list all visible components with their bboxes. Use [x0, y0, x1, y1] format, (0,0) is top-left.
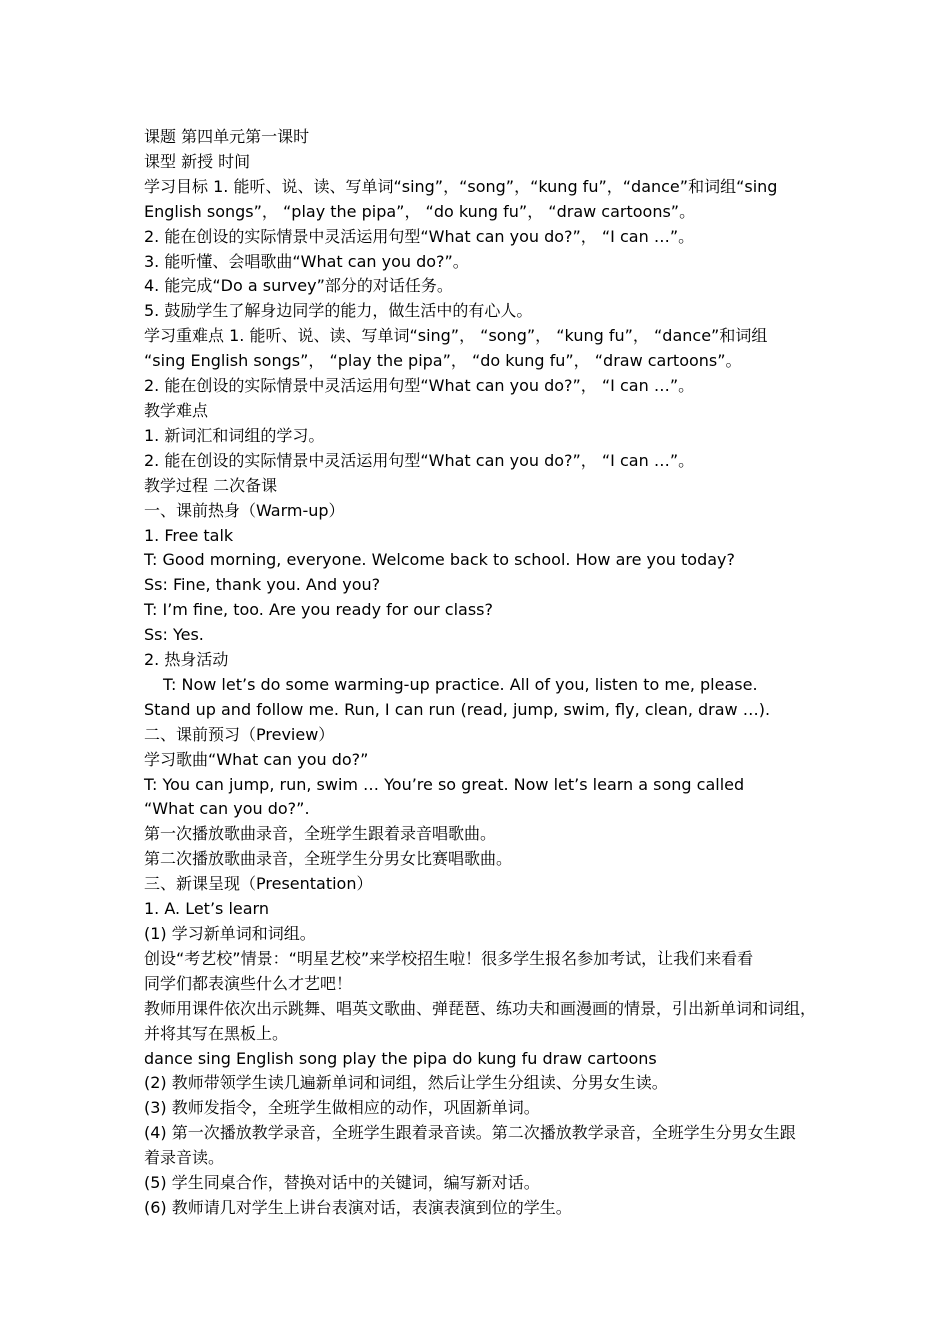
- song-intro-1: T: You can jump, run, swim … You’re so great. Now let’s learn a song called: [144, 774, 745, 794]
- scenario-line-1: 创设“考艺校”情景：“明星艺校”来学校招生啦！很多学生报名参加考试，让我们来看看: [144, 948, 754, 968]
- free-talk-heading: 1. Free talk: [144, 525, 234, 545]
- step-1: (1) 学习新单词和词组。: [144, 924, 316, 943]
- process-heading: 教学过程 二次备课: [144, 475, 278, 495]
- step-6: (6) 教师请几对学生上讲台表演对话，表演表演到位的学生。: [144, 1197, 572, 1217]
- vocabulary-list: dance sing English song play the pipa do kung fu draw cartoons: [144, 1048, 657, 1068]
- key-point-2: 2. 能在创设的实际情景中灵活运用句型“What can you do?”， “I can …”。: [144, 376, 695, 396]
- objective-2: 2. 能在创设的实际情景中灵活运用句型“What can you do?”， “I can …”。: [144, 226, 695, 246]
- step-2: (2) 教师带领学生读几遍新单词和词组，然后让学生分组读、分男女生读。: [144, 1073, 668, 1093]
- step-3: (3) 教师发指令，全班学生做相应的动作，巩固新单词。: [144, 1098, 540, 1118]
- step-4-line-2: 着录音读。: [144, 1148, 225, 1168]
- difficulties-heading: 教学难点: [144, 400, 209, 420]
- key-points-line-2: “sing English songs”， “play the pipa”， “do kung fu”， “draw cartoons”。: [144, 351, 742, 371]
- lesson-type: 课型 新授 时间: [144, 151, 251, 171]
- section-preview: 二、课前预习（Preview）: [144, 724, 335, 744]
- warm-up-activity-heading: 2. 热身活动: [144, 650, 229, 670]
- step-5: (5) 学生同桌合作，替换对话中的关键词，编写新对话。: [144, 1173, 540, 1193]
- objective-4: 4. 能完成“Do a survey”部分的对话任务。: [144, 276, 453, 296]
- section-presentation: 三、新课呈现（Presentation）: [144, 874, 373, 894]
- song-step-2: 第二次播放歌曲录音，全班学生分男女比赛唱歌曲。: [144, 849, 513, 869]
- courseware-line-2: 并将其写在黑板上。: [144, 1023, 289, 1043]
- objective-5: 5. 鼓励学生了解身边同学的能力，做生活中的有心人。: [144, 301, 533, 321]
- lets-learn-heading: 1. A. Let’s learn: [144, 899, 269, 919]
- objectives-line-1: 学习目标 1. 能听、说、读、写单词“sing”，“song”，“kung fu”，“dance”和词组“sing: [144, 176, 778, 196]
- warm-up-instruction-1: T: Now let’s do some warming-up practice. All of you, listen to me, please.: [163, 674, 758, 694]
- song-step-1: 第一次播放歌曲录音，全班学生跟着录音唱歌曲。: [144, 824, 497, 844]
- dialogue-line: T: Good morning, everyone. Welcome back to school. How are you today?: [144, 550, 736, 570]
- courseware-line-1: 教师用课件依次出示跳舞、唱英文歌曲、弹琵琶、练功夫和画漫画的情景，引出新单词和词组，: [144, 998, 817, 1018]
- document-page: [144, 125, 816, 1221]
- objective-3: 3. 能听懂、会唱歌曲“What can you do?”。: [144, 251, 469, 271]
- song-intro-2: “What can you do?”.: [144, 799, 310, 819]
- dialogue-line: Ss: Yes.: [144, 625, 204, 645]
- scenario-line-2: 同学们都表演些什么才艺吧！: [144, 973, 353, 993]
- song-heading: 学习歌曲“What can you do?”: [144, 749, 369, 769]
- difficulty-2: 2. 能在创设的实际情景中灵活运用句型“What can you do?”， “I can …”。: [144, 450, 695, 470]
- lesson-title: 课题 第四单元第一课时: [144, 127, 310, 146]
- section-warm-up: 一、课前热身（Warm-up）: [144, 500, 345, 520]
- warm-up-instruction-2: Stand up and follow me. Run, I can run (read, jump, swim, fly, clean, draw …).: [144, 699, 771, 719]
- step-4-line-1: (4) 第一次播放教学录音，全班学生跟着录音读。第二次播放教学录音，全班学生分男女生跟: [144, 1123, 796, 1143]
- dialogue-line: Ss: Fine, thank you. And you?: [144, 575, 381, 595]
- objectives-line-2: English songs”， “play the pipa”， “do kung fu”， “draw cartoons”。: [144, 201, 696, 221]
- dialogue-line: T: I’m fine, too. Are you ready for our class?: [144, 600, 494, 620]
- key-points-line-1: 学习重难点 1. 能听、说、读、写单词“sing”， “song”， “kung fu”， “dance”和词组: [144, 326, 768, 346]
- difficulty-1: 1. 新词汇和词组的学习。: [144, 425, 325, 445]
